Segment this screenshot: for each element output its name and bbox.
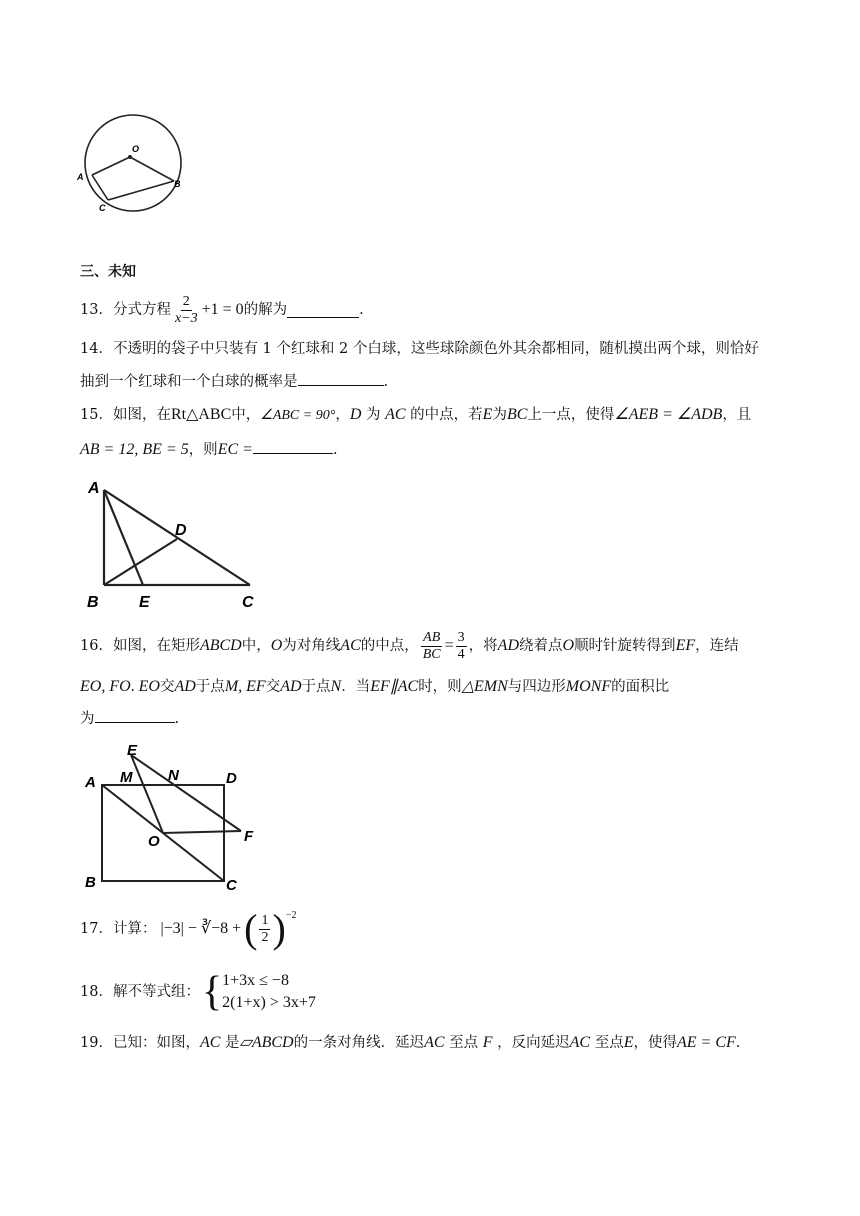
- answer-blank[interactable]: [298, 371, 384, 386]
- rect-label-d: D: [226, 770, 237, 787]
- rect-label-a: A: [85, 774, 96, 791]
- section-heading: 三、未知: [80, 264, 136, 280]
- triangle-label-c: C: [242, 594, 254, 611]
- question-17: 17．计算： |−3| − ∛−8 + ( $\frac{1}{2}$ ) −2: [80, 906, 297, 951]
- circle-label-a: A: [77, 172, 84, 182]
- rect-label-b: B: [85, 874, 96, 891]
- rect-label-c: C: [226, 877, 237, 892]
- question-14-line1: 14．不透明的袋子中只装有 1 个红球和 2 个白球，这些球除颜色外其余都相同，随机摸出两个球，则恰好: [80, 341, 759, 357]
- question-15-line2: AB = 12, BE = 5，则EC = .: [80, 441, 338, 458]
- answer-blank[interactable]: [287, 303, 359, 318]
- question-13: 13． 分式方程 $\frac{2}{x-3}$ +1 = 0 的解为 .: [80, 293, 364, 326]
- circle-label-o: O: [132, 144, 140, 154]
- question-16-line1: 16． 如图，在矩形 ABCD 中， O 为对角线 AC 的中点， $\frac{AB}{BC}$ = $\frac{3}{4}$ ，将 AD 绕着点 O 顺时针旋转得到 EF ，连结: [80, 629, 739, 662]
- rectangle-figure: [82, 740, 267, 892]
- circle-figure: [75, 108, 190, 218]
- fraction: $\frac{1}{2}$: [261, 912, 269, 945]
- question-19: 19．已知：如图，AC 是▱ABCD的一条对角线．延迟AC 至点 F ，反向延迟AC 至点E，使得AE = CF.: [80, 1034, 741, 1051]
- fraction: $\frac{AB}{BC}$: [422, 629, 441, 662]
- circle-label-c: C: [99, 203, 106, 213]
- answer-blank[interactable]: [95, 708, 175, 723]
- inequality-2: 2(1+x) > 3x+7: [222, 994, 316, 1011]
- triangle-label-e: E: [139, 594, 150, 611]
- question-15-line1: 15．如图，在Rt△ABC中，∠ABC = 90°，D 为 AC 的中点，若E为BC上一点，使得∠AEB = ∠ADB，且: [80, 406, 752, 423]
- fraction: $\frac{2}{x-3}$: [174, 293, 198, 326]
- question-18: 18．解不等式组： { 1+3x ≤ −8 2(1+x) > 3x+7: [80, 969, 316, 1015]
- question-16-line3: 为 .: [80, 708, 179, 729]
- triangle-label-d: D: [175, 522, 187, 539]
- rect-label-o: O: [148, 833, 160, 850]
- triangle-label-a: A: [88, 480, 100, 497]
- inequality-1: 1+3x ≤ −8: [222, 972, 289, 989]
- triangle-figure: [82, 472, 267, 614]
- rect-label-e: E: [127, 742, 138, 759]
- triangle-label-b: B: [87, 594, 99, 611]
- rect-label-m: M: [120, 769, 133, 786]
- question-16-line2: EO, FO. EO交AD于点M, EF交AD于点N．当EF∥AC时，则△EMN与四边形MONF的面积比: [80, 678, 670, 695]
- question-14-line2: 抽到一个红球和一个白球的概率是 .: [80, 371, 388, 392]
- rect-label-n: N: [168, 767, 179, 784]
- answer-blank[interactable]: [253, 439, 333, 454]
- fraction: $\frac{3}{4}$: [457, 629, 465, 662]
- circle-label-b: B: [174, 179, 181, 189]
- rect-label-f: F: [244, 828, 254, 845]
